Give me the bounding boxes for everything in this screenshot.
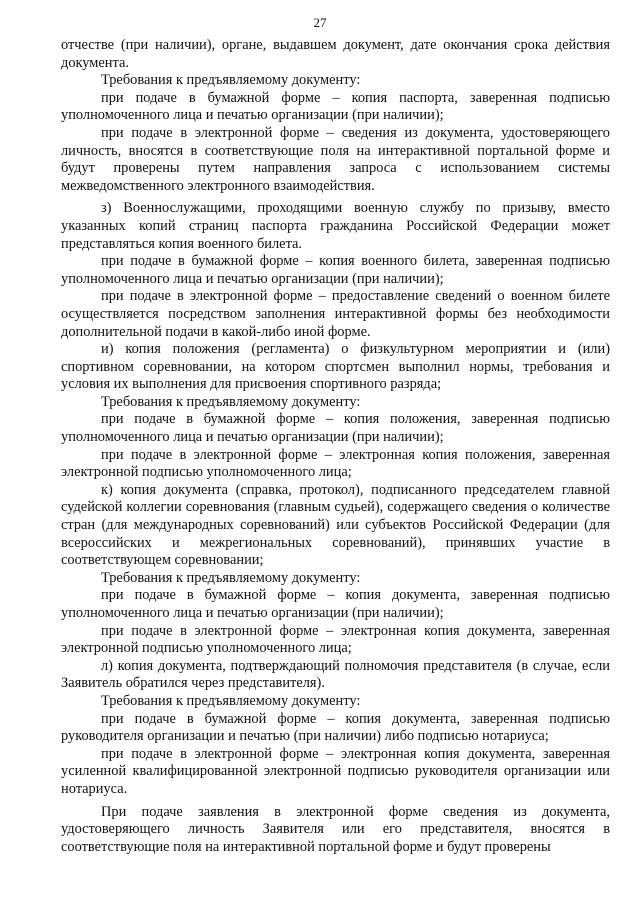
paragraph: Требования к предъявляемому документу:: [101, 569, 361, 586]
paragraph: Требования к предъявляемому документу:: [101, 393, 361, 410]
paragraph: Требования к предъявляемому документу:: [101, 692, 361, 709]
page-number: 27: [313, 15, 327, 30]
paragraph: Требования к предъявляемому документу:: [101, 72, 361, 89]
paragraph: при подаче в бумажной форме – копия паспорта, заверенная подписью уполномоченного лица и печатью организации (при наличии);: [61, 89, 610, 124]
paragraph: отчестве (при наличии), органе, выдавшем документ, дате окончания срока действия документа.: [61, 37, 610, 71]
paragraph: при подаче в электронной форме – электронная копия документа, заверенная электронной подписью уполномоченного лица;: [61, 622, 610, 657]
paragraph: к) копия документа (справка, протокол), подписанного председателем главной судейской коллегии соревнования (главным судьей), содержащего сведения о количестве стран (для международных соревнований) или субъектов Российской Федерации (для всероссийских и межрегиональных соревнований), принявших участие в соответствующем соревновании;: [61, 481, 610, 569]
paragraph: при подаче в бумажной форме – копия военного билета, заверенная подписью уполномоченного лица и печатью организации (при наличии);: [61, 253, 610, 287]
paragraph: при подаче в электронной форме – электронная копия документа, заверенная усиленной квалифицированной электронной подписью руководителя организации или нотариуса.: [61, 745, 610, 797]
paragraph: з) Военнослужащими, проходящими военную службу по призыву, вместо указанных копий страниц паспорта гражданина Российской Федерации может представляться копия военного билета.: [61, 200, 610, 252]
paragraph: при подаче в бумажной форме – копия документа, заверенная подписью руководителя организации и печатью (при наличии) либо подписью нотариуса;: [61, 710, 610, 745]
paragraph: и) копия положения (регламента) о физкультурном мероприятии и (или) спортивном соревновании, на котором спортсмен выполнил нормы, требования и условия их выполнения для присвоения спортивного разряда;: [61, 341, 610, 393]
paragraph: при подаче в электронной форме – сведения из документа, удостоверяющего личность, вносятся в соответствующие поля на интерактивной портальной форме и будут проверены путем направления запроса с использованием системы межведомственного электронного взаимодействия.: [61, 124, 610, 194]
paragraph: При подаче заявления в электронной форме сведения из документа, удостоверяющего личность Заявителя или его представителя, вносятся в соответствующие поля на интерактивной портальной форме и будут проверены: [61, 803, 610, 855]
paragraph: при подаче в электронной форме – электронная копия положения, заверенная электронной подписью уполномоченного лица;: [61, 446, 610, 481]
document-body: [61, 37, 610, 856]
paragraph: при подаче в бумажной форме – копия документа, заверенная подписью уполномоченного лица и печатью организации (при наличии);: [61, 587, 610, 621]
paragraph: при подаче в бумажной форме – копия положения, заверенная подписью уполномоченного лица и печатью организации (при наличии);: [61, 411, 610, 446]
paragraph: при подаче в электронной форме – предоставление сведений о военном билете осуществляется посредством заполнения интерактивной формы без необходимости дополнительной подачи в какой-либо иной форме.: [61, 288, 610, 340]
paragraph: л) копия документа, подтверждающий полномочия представителя (в случае, если Заявитель обратился через представителя).: [61, 657, 610, 692]
